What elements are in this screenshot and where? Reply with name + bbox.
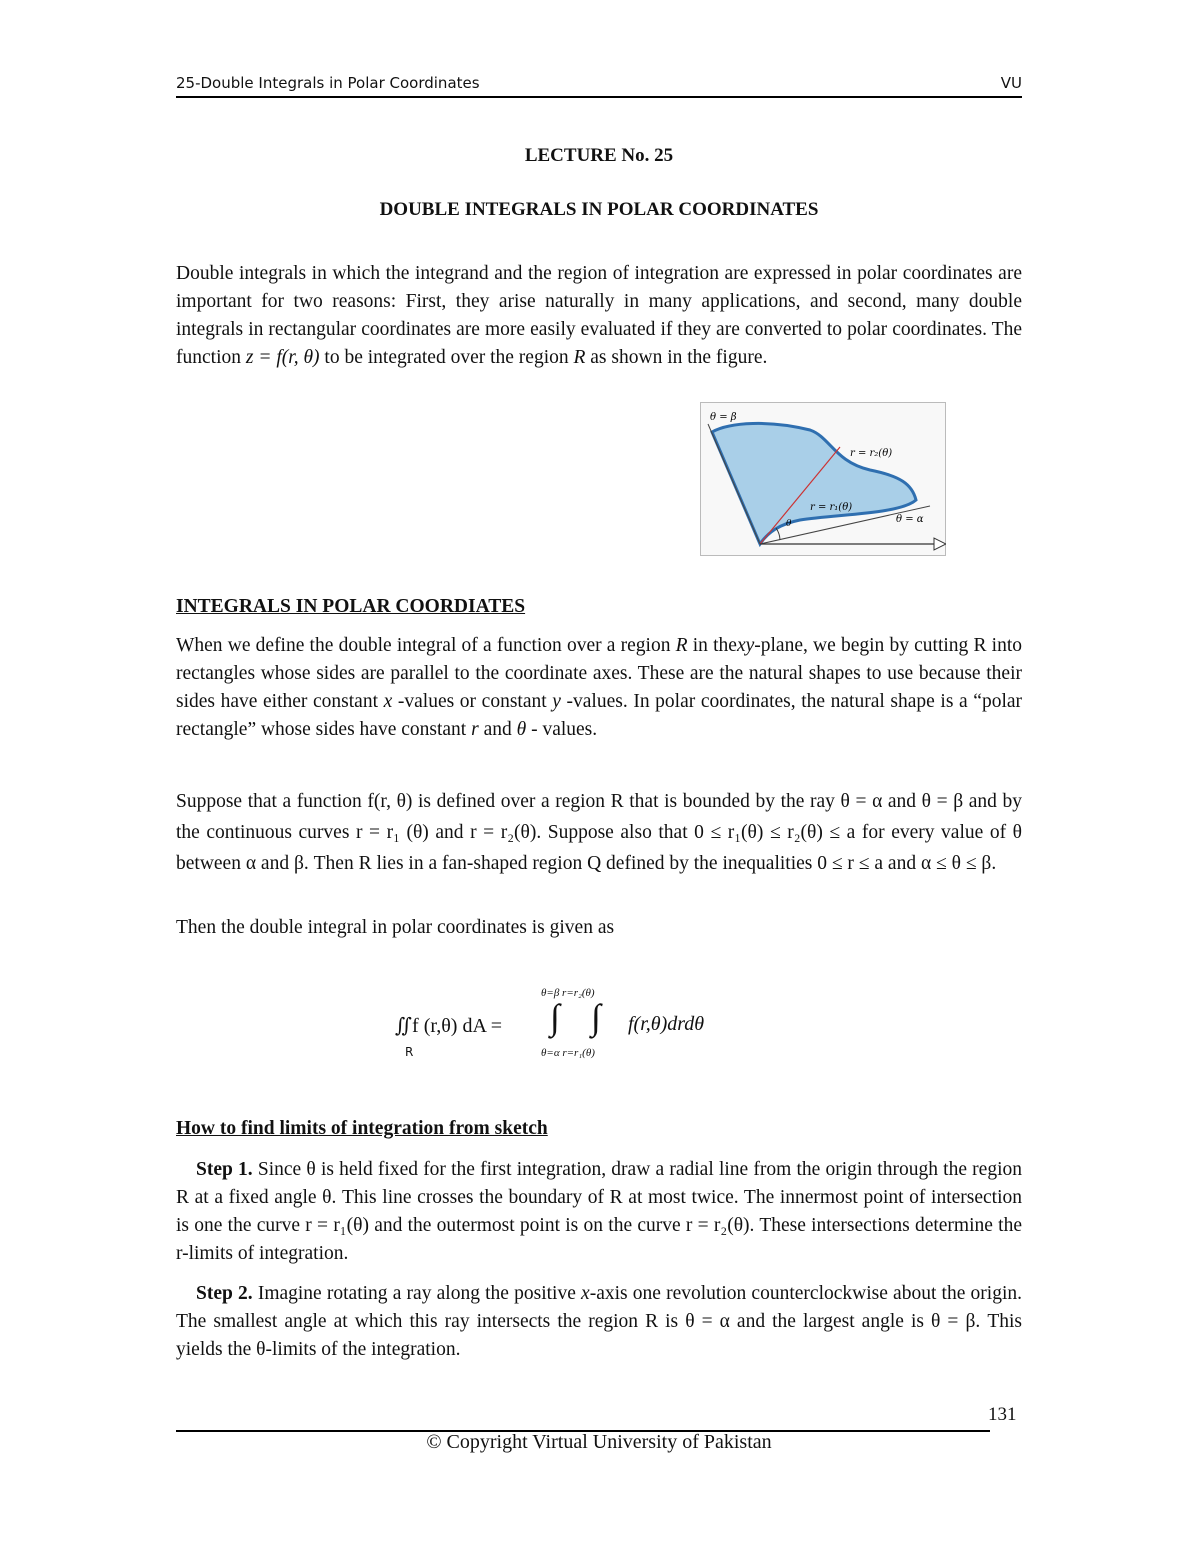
p1-text-f: and bbox=[483, 719, 512, 740]
section2-heading: How to find limits of integration from sketch bbox=[176, 1118, 548, 1139]
step2-text-b: -axis one revolution counterclockwise about the origin. The smallest angle at which this ray intersects the region R is θ = α and the largest angle is θ = β. This yields the θ-limits of the integration. bbox=[176, 1283, 1023, 1360]
lecture-title: LECTURE No. 25 bbox=[524, 145, 674, 166]
formula-lhs: ∬f (r,θ) dA = bbox=[395, 1015, 503, 1037]
step2-paragraph bbox=[176, 1280, 1022, 1364]
intro-eq: z = f(r, θ) bbox=[245, 347, 320, 368]
intro-line2b: as shown in the figure. bbox=[590, 347, 768, 368]
label-r1: r = r₁(θ) bbox=[810, 502, 853, 513]
formula-lower-limits: θ=α r=r₁(θ) bbox=[541, 1047, 595, 1059]
p1-text-e: -values. In polar coordinates, the natural shape is a “polar rectangle” whose sides have constant bbox=[176, 691, 1023, 740]
p1-theta: θ bbox=[516, 719, 527, 740]
p1-xy: xy bbox=[736, 635, 755, 656]
double-integral-formula: ∬f (r,θ) dA = R θ=β r=r₂(θ) ∫ ∫ θ=α r=r₁(θ) f(r,θ)drdθ bbox=[395, 987, 705, 1059]
step2-text-a: Imagine rotating a ray along the positive bbox=[257, 1283, 576, 1304]
label-theta: θ bbox=[786, 519, 792, 529]
page-header bbox=[176, 72, 1022, 98]
p1-x: x bbox=[383, 691, 393, 712]
header-vu: VU bbox=[1000, 74, 1022, 92]
p1-r: r bbox=[471, 719, 479, 740]
step2-x: x bbox=[581, 1283, 590, 1304]
intro-line2a: be integrated over the region bbox=[344, 347, 569, 368]
step2-label: Step 2. bbox=[196, 1283, 253, 1304]
step1-label: Step 1. bbox=[196, 1159, 253, 1180]
label-r2: r = r₂(θ) bbox=[850, 448, 893, 459]
page-number: 131 bbox=[988, 1404, 1017, 1425]
p1-text-a: When we define the double integral of a function over a region bbox=[176, 635, 671, 656]
step1-paragraph bbox=[176, 1156, 1022, 1268]
polar-region-figure bbox=[700, 402, 946, 556]
p1-y: y bbox=[552, 691, 561, 712]
p1-text-g: - values. bbox=[531, 719, 598, 740]
intro-to: to bbox=[324, 347, 340, 368]
p1-text-d: -values or constant bbox=[397, 691, 547, 712]
section1-paragraph2: Suppose that a function f(r, θ) is defined over a region R that is bounded by the ray θ = α and θ = β and by the continuous curves r = r₁ (θ) and r = r₂(θ). Suppose also that 0 ≤ r₁(θ) ≤ r₂(θ) ≤ a for every value of θ between α and β. Then R lies in a fan-shaped region Q defined by the inequalities 0 ≤ r ≤ a and α ≤ θ ≤ β. bbox=[176, 791, 1022, 874]
formula-lhs-sub: R bbox=[405, 1045, 414, 1059]
step1-text: Since θ is held fixed for the first integration, draw a radial line from the origin through the region R at a fixed angle θ. This line crosses the boundary of R at most twice. The innermost point of intersection is one the curve r = r₁(θ) and the outermost point is on the curve r = r₂(θ). These intersections determine the r-limits of integration. bbox=[176, 1159, 1022, 1264]
formula-upper-limits: θ=β r=r₂(θ) bbox=[541, 987, 595, 999]
formula-integrand: f(r,θ)drdθ bbox=[628, 1013, 705, 1035]
intro-paragraph bbox=[176, 260, 1022, 372]
section1-paragraph1 bbox=[176, 632, 1022, 744]
p1-text-c: -plane, we begin by cutting R into rectangles whose sides are parallel to the coordinate axes. These are the natural shapes to use because their sides have either constant bbox=[176, 635, 1022, 712]
copyright-footer: © Copyright Virtual University of Pakistan bbox=[426, 1431, 772, 1453]
intro-R: R bbox=[573, 347, 586, 368]
label-beta: θ = β bbox=[710, 412, 737, 423]
section1-heading: INTEGRALS IN POLAR COORDIATES bbox=[176, 596, 526, 617]
intro-text: Double integrals in which the integrand and the region of integration are expressed in polar coordinates are important for two reasons: First, they arise naturally in many applications, and second, many double integrals in rectangular coordinates are more easily evaluated if they are converted to polar coordinates. The function bbox=[176, 263, 1022, 368]
main-title: DOUBLE INTEGRALS IN POLAR COORDINATES bbox=[379, 199, 819, 220]
p1-text-b: in the bbox=[692, 635, 737, 656]
label-alpha: θ = α bbox=[896, 514, 924, 525]
section1-paragraph3: Then the double integral in polar coordinates is given as bbox=[176, 917, 615, 938]
p1-R: R bbox=[675, 635, 688, 656]
header-title: 25-Double Integrals in Polar Coordinates bbox=[176, 74, 480, 92]
